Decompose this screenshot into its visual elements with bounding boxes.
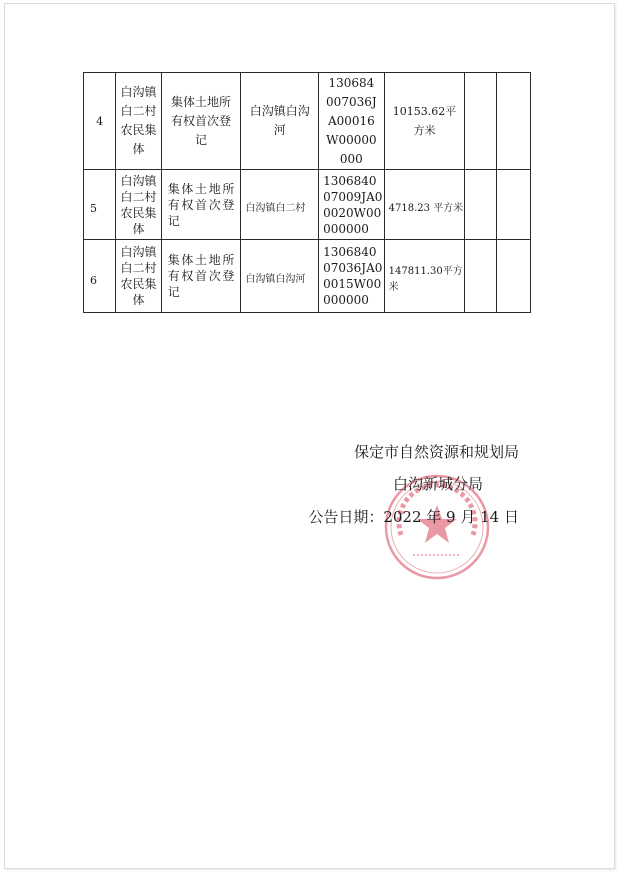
owner-cell: 白沟镇白二村农民集体 <box>116 170 161 240</box>
location-cell: 白沟镇白沟河 <box>241 73 319 170</box>
registration-type-cell: 集体土地所有权首次登记 <box>161 170 241 240</box>
announcement-date: 公告日期：2022 年 9 月 14 日 <box>308 508 519 526</box>
empty-cell <box>465 170 496 240</box>
owner-cell: 白沟镇白二村农民集体 <box>116 240 161 313</box>
owner-cell: 白沟镇白二村农民集体 <box>116 73 161 170</box>
registration-table <box>83 72 531 313</box>
table-row <box>84 170 531 240</box>
location-cell: 白沟镇白沟河 <box>241 240 319 313</box>
registration-type-cell: 集体土地所有权首次登记 <box>161 73 241 170</box>
row-number: 6 <box>84 240 116 313</box>
area-cell: 10153.62平方米 <box>384 73 465 170</box>
empty-cell <box>465 240 496 313</box>
area-cell: 147811.30平方米 <box>384 240 465 313</box>
empty-cell <box>496 170 530 240</box>
empty-cell <box>496 73 530 170</box>
row-number: 4 <box>84 73 116 170</box>
empty-cell <box>465 73 496 170</box>
unit-code-cell: 130684007036JA00016W00000000 <box>319 73 385 170</box>
area-cell: 4718.23 平方米 <box>384 170 465 240</box>
row-number: 5 <box>84 170 116 240</box>
location-cell: 白沟镇白二村 <box>241 170 319 240</box>
registration-type-cell: 集体土地所有权首次登记 <box>161 240 241 313</box>
unit-code-cell: 130684007009JA00020W00000000 <box>319 170 385 240</box>
table-row <box>84 73 531 170</box>
unit-code-cell: 130684007036JA00015W00000000 <box>319 240 385 313</box>
empty-cell <box>496 240 530 313</box>
table-row <box>84 240 531 313</box>
issuing-branch: 白沟新城分局 <box>392 475 483 493</box>
issuing-authority: 保定市自然资源和规划局 <box>353 443 519 461</box>
